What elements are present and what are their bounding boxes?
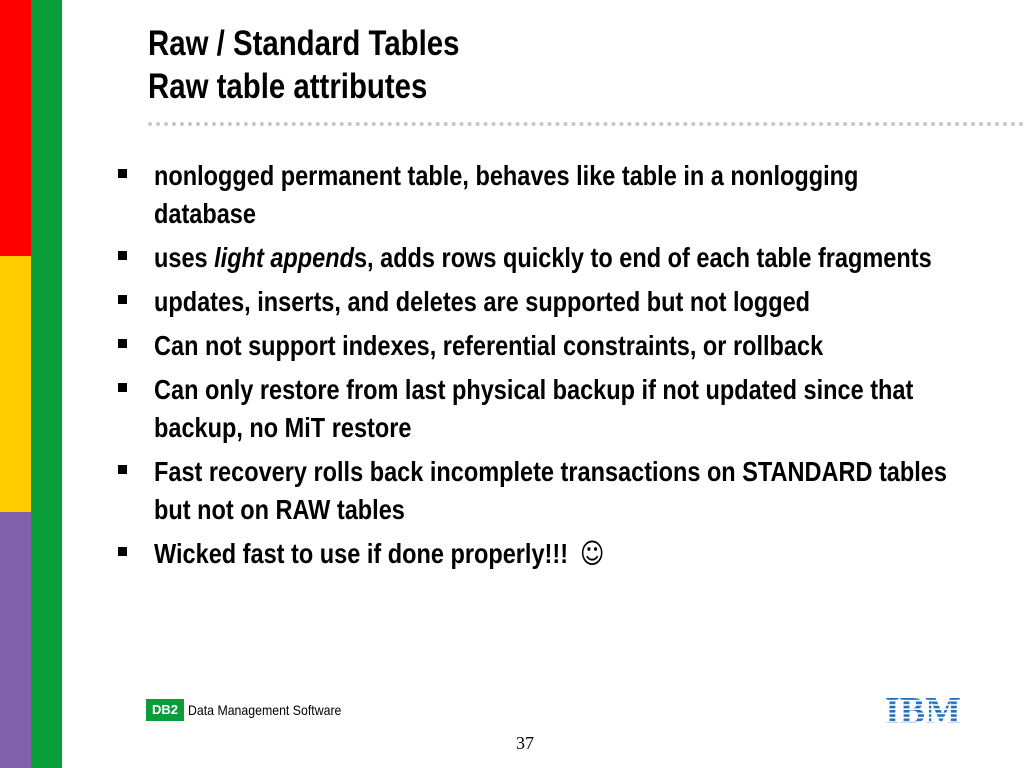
- bullet-item: [118, 535, 998, 573]
- square-bullet-icon: [118, 339, 127, 348]
- square-bullet-icon: [118, 295, 127, 304]
- bullet-list: [118, 157, 998, 579]
- bullet-item: [118, 157, 998, 233]
- bullet-text: Can not support indexes, referential constraints, or rollback: [154, 330, 824, 361]
- bullet-text: updates, inserts, and deletes are supported but not logged: [154, 286, 811, 317]
- bullet-text: [154, 535, 952, 573]
- bullet-text-main: Wicked fast to use if done properly!!!: [154, 538, 569, 569]
- green-color-bar: [31, 0, 62, 768]
- ibm-logo-icon: [884, 693, 962, 727]
- yellow-color-bar: [0, 256, 31, 512]
- square-bullet-icon: [118, 465, 127, 474]
- db2-badge: DB2: [146, 699, 184, 721]
- bullet-item: [118, 371, 998, 447]
- ibm-logo-text: IBM: [885, 693, 961, 727]
- db2-tagline: Data Management Software: [188, 702, 342, 718]
- page-number: 37: [516, 733, 534, 753]
- bullet-text-post: s, adds rows quickly to end of each table fragments: [353, 242, 932, 273]
- bullet-text-pre: uses: [154, 242, 215, 273]
- bullet-item: [118, 283, 998, 321]
- bullet-text: nonlogged permanent table, behaves like table in a nonlogging database: [154, 160, 859, 229]
- square-bullet-icon: [118, 169, 127, 178]
- purple-color-bar: [0, 512, 31, 768]
- bullet-item: [118, 239, 998, 277]
- square-bullet-icon: [118, 547, 127, 556]
- bullet-text: Fast recovery rolls back incomplete transactions on STANDARD tables but not on RAW tables: [154, 456, 947, 525]
- bullet-item: [118, 327, 998, 365]
- slide-title: [148, 22, 460, 108]
- title-line-1: Raw / Standard Tables: [148, 24, 460, 63]
- square-bullet-icon: [118, 383, 127, 392]
- bullet-text: Can only restore from last physical backup if not updated since that backup, no MiT restore: [154, 374, 914, 443]
- square-bullet-icon: [118, 251, 127, 260]
- title-line-2: Raw table attributes: [148, 67, 428, 106]
- bullet-text-italic: light append: [214, 242, 354, 273]
- dotted-divider: [148, 122, 1024, 126]
- smiley-face-icon: ☺: [579, 537, 605, 570]
- db2-logo: [146, 699, 362, 721]
- red-color-bar: [0, 0, 31, 256]
- bullet-item: [118, 453, 998, 529]
- bullet-text: [154, 239, 952, 277]
